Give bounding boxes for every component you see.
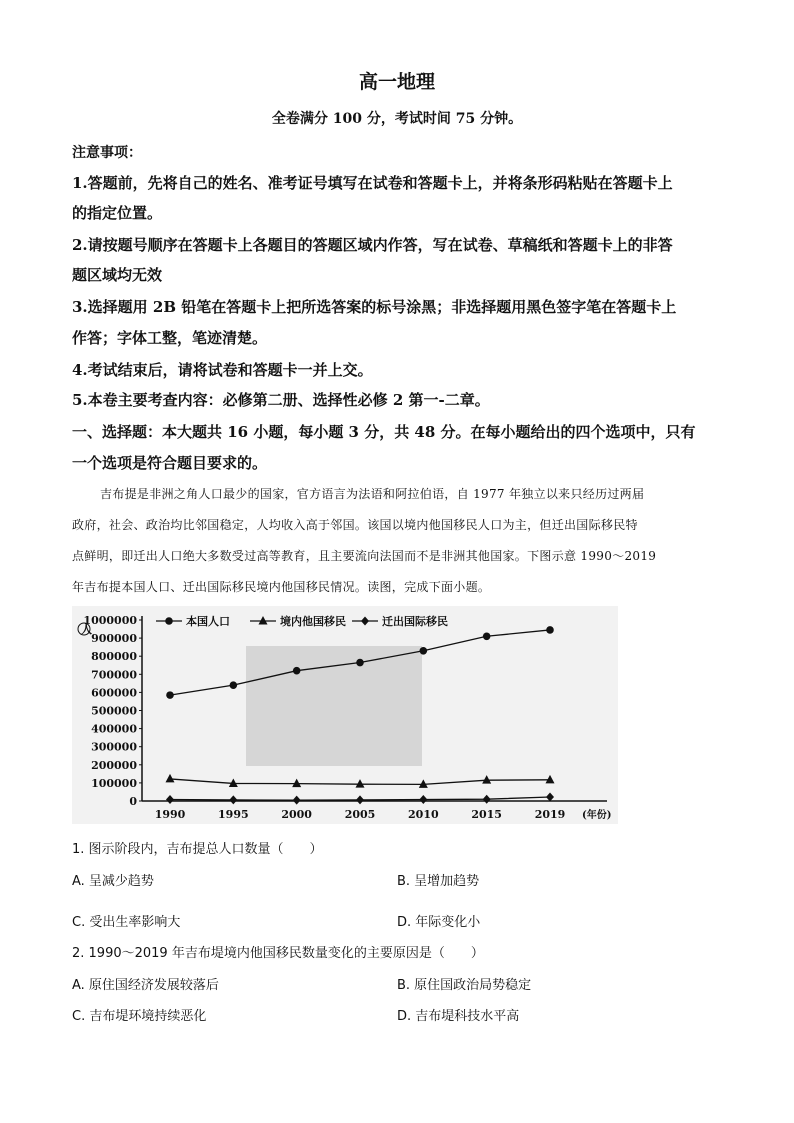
y-unit-label: 人 <box>81 623 92 636</box>
y-tick-label: 300000 <box>91 740 137 754</box>
legend-marker <box>361 617 369 626</box>
y-tick-label: 0 <box>129 795 137 808</box>
note-line: 2.请按题号顺序在答题卡上各题目的答题区域内作答，写在试卷、草稿纸和答题卡上的非答 <box>72 236 673 254</box>
q2-option-a[interactable]: A. 原住国经济发展较落后 <box>72 978 219 993</box>
passage-line: 政府，社会、政治均比邻国稳定，人均收入高于邻国。该国以境内他国移民人口为主，但迁出国际移民特 <box>72 518 638 532</box>
data-point <box>356 795 364 804</box>
q2-option-b[interactable]: B. 原住国政治局势稳定 <box>397 978 532 993</box>
data-point <box>546 793 554 802</box>
note-line: 作答；字体工整，笔迹清楚。 <box>72 329 268 347</box>
data-point <box>483 632 491 640</box>
x-tick-label: 2019 <box>534 808 566 821</box>
section-heading: 一、选择题：本大题共 16 小题，每小题 3 分，共 48 分。在每小题给出的四个选项中，只有 <box>72 423 696 441</box>
note-line: 1.答题前，先将自己的姓名、准考证号填写在试卷和答题卡上，并将条形码粘贴在答题卡上 <box>72 174 673 192</box>
chart-svg <box>72 606 618 824</box>
x-tick-label: 2010 <box>408 808 439 821</box>
y-tick-label: 500000 <box>91 704 137 718</box>
note-line: 题区域均无效 <box>72 266 163 284</box>
legend-marker <box>259 616 268 625</box>
legend-label: 迁出国际移民 <box>382 615 448 628</box>
data-point <box>483 795 491 804</box>
data-point <box>293 667 301 675</box>
section-heading: 一个选项是符合题目要求的。 <box>72 454 268 472</box>
note-line: 5.本卷主要考查内容：必修第二册、选择性必修 2 第一-二章。 <box>72 391 490 409</box>
data-point <box>419 795 427 804</box>
q1-option-c[interactable]: C. 受出生率影响大 <box>72 915 181 930</box>
y-tick-label: 1000000 <box>83 614 137 627</box>
x-tick-label: 2005 <box>344 808 376 821</box>
x-tick-label: 2015 <box>471 808 502 821</box>
note-line: 的指定位置。 <box>72 204 163 222</box>
population-chart <box>72 606 618 824</box>
note-line: 4.考试结束后，请将试卷和答题卡一并上交。 <box>72 361 373 379</box>
q1-option-a[interactable]: A. 呈减少趋势 <box>72 874 154 889</box>
data-point <box>356 659 364 667</box>
notes-heading: 注意事项： <box>72 145 142 161</box>
y-tick-label: 600000 <box>91 686 137 700</box>
q2-option-c[interactable]: C. 吉布堤环境持续恶化 <box>72 1009 207 1024</box>
legend-label: 境内他国移民 <box>280 615 346 628</box>
y-tick-label: 700000 <box>91 668 137 682</box>
data-point <box>166 795 174 804</box>
exam-info: 全卷满分 100 分，考试时间 75 分钟。 <box>271 111 523 127</box>
legend-label: 本国人口 <box>186 615 230 628</box>
y-tick-label: 800000 <box>91 650 137 664</box>
data-point <box>292 779 301 788</box>
data-point <box>166 691 174 699</box>
data-point <box>356 779 365 788</box>
x-axis-label: (年份) <box>582 810 612 821</box>
legend-marker <box>165 617 173 625</box>
data-point <box>482 775 491 784</box>
x-tick-label: 1995 <box>218 808 249 821</box>
passage-line: 年吉布提本国人口、迁出国际移民境内他国移民情况。读图，完成下面小题。 <box>72 580 491 594</box>
note-line: 3.选择题用 2B 铅笔在答题卡上把所选答案的标号涂黑；非选择题用黑色签字笔在答题卡上 <box>72 298 677 316</box>
q1-option-b[interactable]: B. 呈增加趋势 <box>397 874 480 889</box>
data-point <box>230 681 238 689</box>
data-point <box>166 774 175 783</box>
question-2-stem: 2. 1990～2019 年吉布堤境内他国移民数量变化的主要原因是（ ） <box>72 946 484 961</box>
y-tick-label: 200000 <box>91 758 137 772</box>
question-1-stem: 1. 图示阶段内，吉布提总人口数量（ ） <box>72 842 323 857</box>
y-tick-label: 900000 <box>91 632 137 646</box>
data-point <box>420 647 428 655</box>
q1-option-d[interactable]: D. 年际变化小 <box>397 915 481 930</box>
passage-line: 吉布提是非洲之角人口最少的国家，官方语言为法语和阿拉伯语，自 1977 年独立以来只经历过两届 <box>100 487 645 501</box>
y-tick-label: 400000 <box>91 722 137 736</box>
y-tick-label: 100000 <box>91 776 137 790</box>
q2-option-d[interactable]: D. 吉布堤科技水平高 <box>397 1009 520 1024</box>
x-tick-label: 1990 <box>154 808 186 821</box>
data-point <box>546 775 555 784</box>
passage-line: 点鲜明，即迁出人口绝大多数受过高等教育，且主要流向法国而不是非洲其他国家。下图示意 1990～2019 <box>72 549 657 563</box>
page-title: 高一地理 <box>358 71 435 93</box>
data-point <box>293 796 301 805</box>
x-tick-label: 2000 <box>281 808 312 821</box>
data-point <box>546 626 554 634</box>
data-point <box>229 795 237 804</box>
chart-stain <box>246 646 422 766</box>
